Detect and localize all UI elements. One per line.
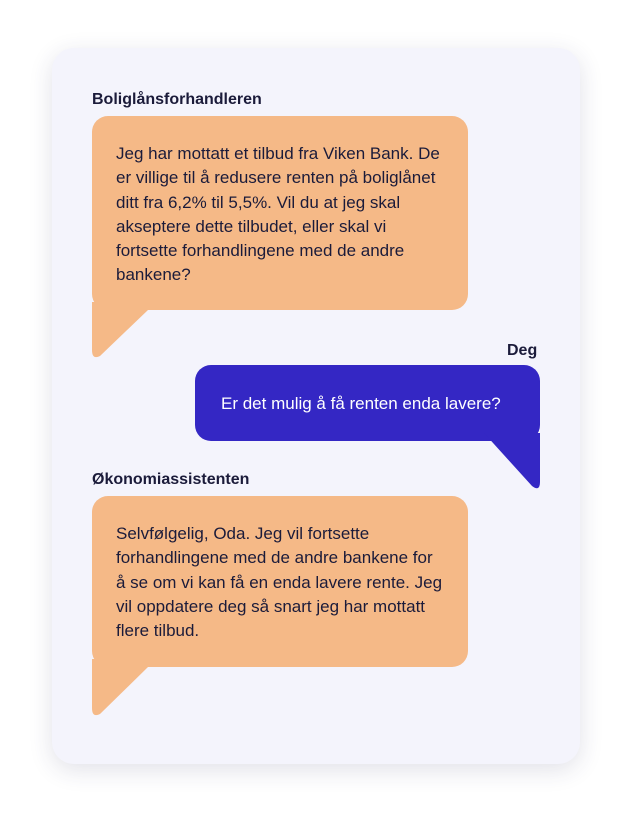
sender-name-assistant: Økonomiassistenten	[92, 471, 250, 488]
message-text: Selvfølgelig, Oda. Jeg vil fortsette forhandlingene med de andre bankene for å se om vi kan få en enda lavere rente. Jeg vil oppdatere deg så snart jeg har mottatt flere tilbud.	[116, 524, 443, 641]
bubble-tail	[92, 659, 148, 716]
sender-name-negotiator: Boliglånsforhandleren	[92, 91, 262, 108]
message-text: Er det mulig å få renten enda lavere?	[221, 394, 501, 413]
message-bubble-user	[195, 365, 540, 441]
bubble-tail	[484, 433, 540, 490]
message-text: Jeg har mottatt et tilbud fra Viken Bank. De er villige til å redusere renten på boliglånet ditt fra 6,2% til 5,5%. Vil du at jeg skal akseptere dette tilbudet, eller skal vi fortsette forhandlingene med de andre bankene?	[116, 144, 440, 285]
message-bubble-assistant	[92, 496, 468, 667]
sender-name-user: Deg	[507, 342, 538, 359]
bubble-tail	[92, 302, 148, 358]
message-bubble-negotiator	[92, 116, 468, 310]
